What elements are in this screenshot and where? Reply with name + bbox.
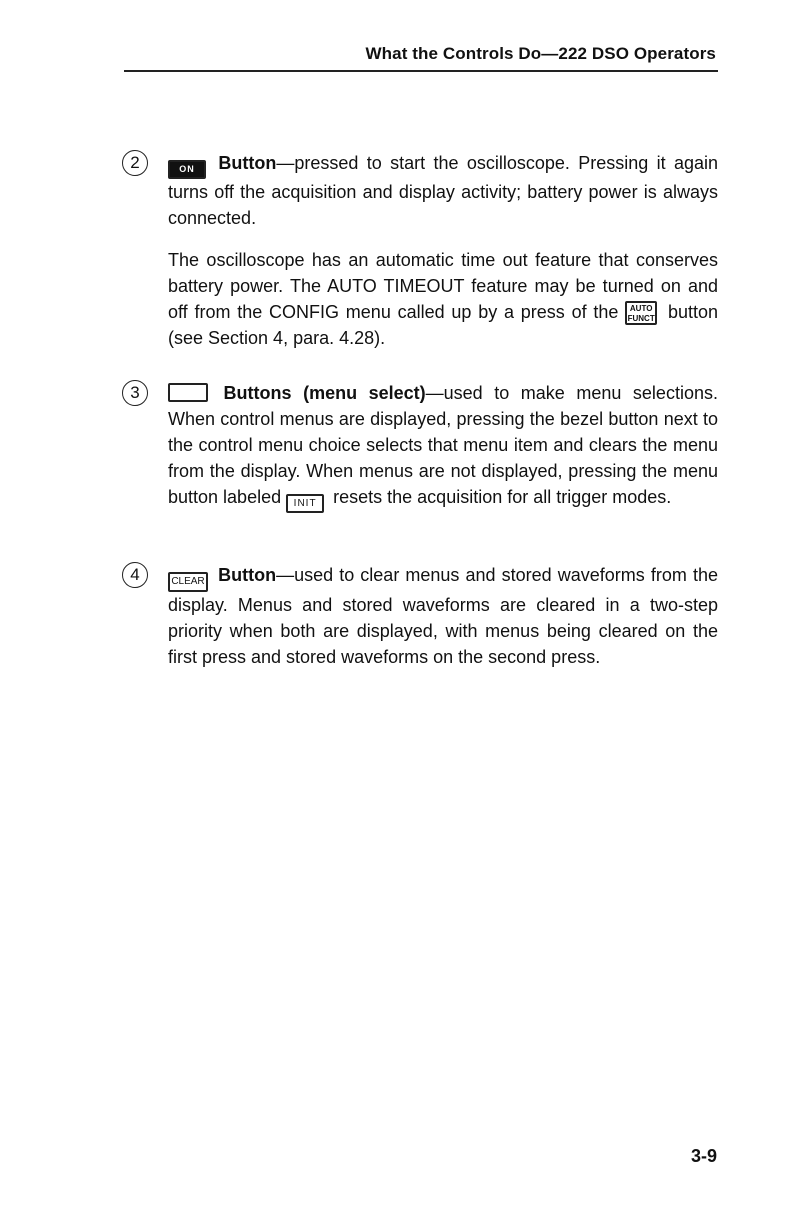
init-key-icon: INIT <box>286 494 324 513</box>
clear-key-icon: CLEAR <box>168 572 208 592</box>
item-3-text-after: resets the acquisition for all trigger modes. <box>328 487 672 507</box>
menu-select-key-icon <box>168 383 208 402</box>
item-3-paragraph <box>168 380 718 513</box>
timeout-paragraph <box>168 247 718 351</box>
item-2-bold: Button <box>218 153 277 173</box>
item-number-2: 2 <box>122 150 148 176</box>
timeout-text: The oscilloscope has an automatic time out feature that conserves battery power. The AUTO TIMEOUT feature may be turned on and off from the CONFIG menu called up by a press of the <box>168 250 718 322</box>
item-3-bold: Buttons (menu select) <box>223 383 426 403</box>
item-number-4: 4 <box>122 562 148 588</box>
item-4-paragraph <box>168 562 718 670</box>
on-key-icon: ON <box>168 160 206 179</box>
item-2-paragraph <box>168 150 718 231</box>
item-3-text: —used to make menu selections. When control menus are displayed, pressing the bezel button next to the control menu choice selects that menu item and clears the menu from the display. When menus are not displayed, pressing the menu button labeled <box>168 383 718 507</box>
header-title: What the Controls Do—222 DSO Operators <box>365 44 716 63</box>
page-number: 3-9 <box>690 1146 717 1166</box>
running-header <box>124 44 718 72</box>
item-2-text: —pressed to start the oscilloscope. Pressing it again turns off the acquisition and display activity; battery power is always connected. <box>168 153 718 228</box>
item-number-3: 3 <box>122 380 148 406</box>
item-4-bold: Button <box>218 565 277 585</box>
auto-funct-key-icon: AUTO FUNCT <box>625 301 657 325</box>
timeout-text-after: button (see Section 4, para. 4.28). <box>168 302 718 348</box>
item-4-text: —used to clear menus and stored waveforms from the display. Menus and stored waveforms are cleared in a two-step priority when both are displayed, with menus being cleared on the first press and stored waveforms on the second press. <box>168 565 718 667</box>
